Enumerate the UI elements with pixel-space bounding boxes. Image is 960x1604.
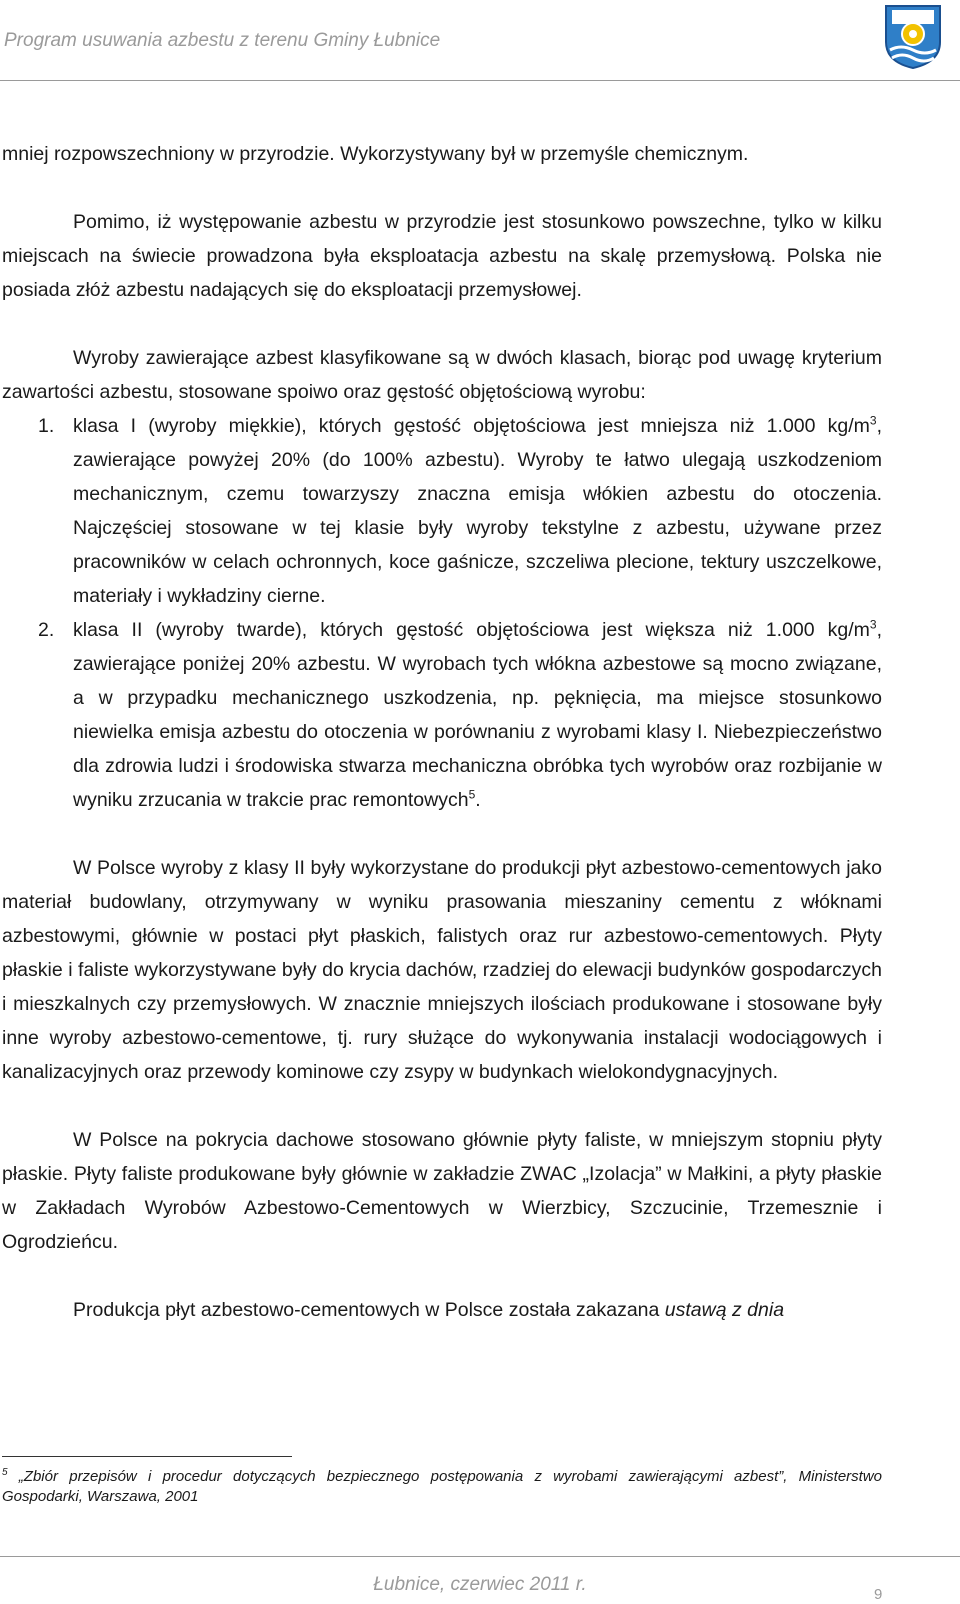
footnote-text: „Zbiór przepisów i procedur dotyczących bezpiecznego postępowania z wyrobami zawierającymi azbest”, Ministerstwo Gospodarki, Warszawa, 2001	[2, 1468, 882, 1505]
list-text-cont: , zawierające poniżej 20% azbestu. W wyrobach tych włókna azbestowe są mocno związane, a w przypadku mechanicznego uszkodzenia, np. pęknięcia, ma miejsce stosunkowo niewielka emisja azbestu do otoczenia w porównaniu z wyrobami klasy I. Niebezpieczeństwo dla zdrowia ludzi i środowiska stwarza mechaniczna obróbka tych wyrobów oraz rozbijanie w wyniku zrzucania w trakcie prac remontowych	[73, 619, 882, 811]
list-text: klasa I (wyroby miękkie), których gęstość objętościowa jest mniejsza niż 1.000 kg/m	[73, 415, 870, 437]
list-text-cont: , zawierające powyżej 20% (do 100% azbestu). Wyroby te łatwo ulegają uszkodzeniom mechanicznym, czemu towarzyszy znaczna emisja włókien azbestu do otoczenia. Najczęściej stosowane w tej klasie były wyroby tekstylne z azbestu, używane przez pracowników w celach ochronnych, koce gaśnicze, szczeliwa plecione, tektury uszczelkowe, materiały i wykładziny cierne.	[73, 415, 882, 607]
footnote-reference[interactable]: 5	[468, 787, 476, 802]
list-text: klasa II (wyroby twarde), których gęstość objętościowa jest większa niż 1.000 kg/m	[73, 619, 870, 641]
page-body	[2, 137, 882, 1327]
footer-place-date: Łubnice, czerwiec 2011 r.	[373, 1574, 587, 1595]
paragraph-6-italic: ustawą z dnia	[664, 1299, 785, 1321]
footer-divider	[0, 1556, 960, 1557]
footnote	[2, 1467, 882, 1507]
superscript: 3	[869, 617, 877, 632]
coat-of-arms-logo	[884, 4, 942, 70]
footnote-divider	[2, 1456, 292, 1457]
page-number: 9	[874, 1586, 883, 1603]
paragraph-4: W Polsce wyroby z klasy II były wykorzystane do produkcji płyt azbestowo-cementowych jako materiał budowlany, otrzymywany w wyniku prasowania mieszaniny cementu z włóknami azbestowymi, głównie w postaci płyt płaskich, falistych oraz rur azbestowo-cementowych. Płyty płaskie i faliste wykorzystywane były do krycia dachów, rzadziej do elewacji budynków gospodarczych i mieszkalnych czy przemysłowych. W znacznie mniejszych ilościach produkowane i stosowane były inne wyroby azbestowo-cementowe, tj. rury służące do wykonywania instalacji wodociągowych i kanalizacyjnych oraz przewody kominowe czy zsypy w budynkach wielokondygnacyjnych.	[2, 857, 882, 1083]
footnote-number: 5	[2, 1467, 8, 1478]
paragraph-1: mniej rozpowszechniony w przyrodzie. Wykorzystywany był w przemyśle chemicznym.	[2, 143, 749, 165]
list-number: 2.	[38, 619, 55, 641]
list-item-class-2	[2, 613, 882, 817]
header-divider	[0, 80, 960, 81]
running-header-title: Program usuwania azbestu z terenu Gminy Łubnice	[4, 30, 441, 51]
paragraph-3: Wyroby zawierające azbest klasyfikowane są w dwóch klasach, biorąc pod uwagę kryterium zawartości azbestu, stosowane spoiwo oraz gęstość objętościową wyrobu:	[2, 347, 882, 403]
superscript: 3	[869, 413, 877, 428]
list-text-end: .	[475, 789, 481, 811]
paragraph-6	[2, 1293, 882, 1327]
paragraph-5: W Polsce na pokrycia dachowe stosowano głównie płyty faliste, w mniejszym stopniu płyty płaskie. Płyty faliste produkowane były głównie w zakładzie ZWAC „Izolacja” w Małkini, a płyty płaskie w Zakładach Wyrobów Azbestowo-Cementowych w Wierzbicy, Szczucinie, Trzemesznie i Ogrodzieńcu.	[2, 1129, 882, 1253]
paragraph-6-text: Produkcja płyt azbestowo-cementowych w Polsce została zakazana	[73, 1299, 665, 1321]
list-item-class-1	[2, 409, 882, 613]
paragraph-2: Pomimo, iż występowanie azbestu w przyrodzie jest stosunkowo powszechne, tylko w kilku miejscach na świecie prowadzona była eksploatacja azbestu na skalę przemysłową. Polska nie posiada złóż azbestu nadających się do eksploatacji przemysłowej.	[2, 211, 882, 301]
list-number: 1.	[38, 415, 55, 437]
